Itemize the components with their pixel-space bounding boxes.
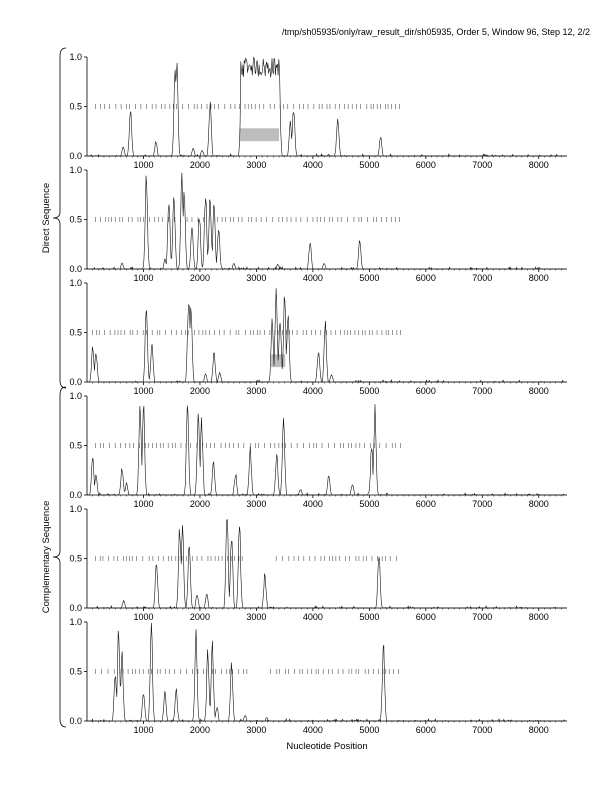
x-tick-label: 7000 bbox=[472, 386, 493, 396]
y-tick-label: 0.0 bbox=[69, 264, 82, 274]
group-brace bbox=[53, 387, 66, 727]
y-tick-label: 0.5 bbox=[69, 327, 82, 338]
x-tick-label: 2000 bbox=[189, 725, 210, 735]
x-tick-label: 2000 bbox=[189, 386, 210, 396]
shaded-region bbox=[239, 128, 279, 141]
x-tick-label: 5000 bbox=[359, 612, 380, 622]
x-tick-label: 5000 bbox=[359, 386, 380, 396]
x-tick-label: 2000 bbox=[189, 273, 210, 283]
x-tick-label: 5000 bbox=[359, 499, 380, 509]
x-tick-label: 8000 bbox=[528, 386, 549, 396]
x-tick-label: 3000 bbox=[246, 273, 267, 283]
x-tick-label: 7000 bbox=[472, 725, 493, 735]
group-label: Complementary Sequence bbox=[41, 500, 52, 614]
y-tick-label: 0.0 bbox=[69, 377, 82, 387]
x-tick-label: 7000 bbox=[472, 160, 493, 170]
x-tick-label: 1000 bbox=[133, 273, 154, 283]
x-tick-label: 8000 bbox=[528, 160, 549, 170]
signal-line bbox=[87, 519, 567, 608]
y-tick-label: 0.5 bbox=[69, 666, 82, 677]
x-tick-label: 6000 bbox=[415, 160, 436, 170]
x-tick-label: 3000 bbox=[246, 725, 267, 735]
x-tick-label: 1000 bbox=[133, 160, 154, 170]
x-tick-label: 6000 bbox=[415, 499, 436, 509]
y-tick-label: 0.5 bbox=[69, 553, 82, 564]
x-tick-label: 3000 bbox=[246, 612, 267, 622]
signal-line bbox=[87, 288, 567, 382]
x-tick-label: 2000 bbox=[189, 160, 210, 170]
x-tick-label: 4000 bbox=[302, 160, 323, 170]
x-tick-label: 2000 bbox=[189, 612, 210, 622]
group-label: Direct Sequence bbox=[41, 182, 52, 254]
group-brace bbox=[53, 48, 66, 388]
y-tick-label: 0.0 bbox=[69, 490, 82, 500]
y-tick-label: 1.0 bbox=[69, 391, 82, 401]
y-tick-label: 0.5 bbox=[69, 440, 82, 451]
x-tick-label: 1000 bbox=[133, 725, 154, 735]
x-tick-label: 1000 bbox=[133, 612, 154, 622]
x-tick-label: 6000 bbox=[415, 386, 436, 396]
y-tick-label: 0.0 bbox=[69, 603, 82, 613]
x-tick-label: 2000 bbox=[189, 499, 210, 509]
x-tick-label: 4000 bbox=[302, 725, 323, 735]
x-tick-label: 8000 bbox=[528, 273, 549, 283]
y-tick-label: 0.5 bbox=[69, 101, 82, 112]
x-tick-label: 8000 bbox=[528, 499, 549, 509]
y-tick-label: 1.0 bbox=[69, 165, 82, 175]
y-tick-label: 0.0 bbox=[69, 151, 82, 161]
x-tick-label: 8000 bbox=[528, 612, 549, 622]
y-tick-label: 1.0 bbox=[69, 617, 82, 627]
x-tick-label: 7000 bbox=[472, 273, 493, 283]
x-tick-label: 1000 bbox=[133, 386, 154, 396]
x-tick-label: 6000 bbox=[415, 725, 436, 735]
y-tick-label: 1.0 bbox=[69, 504, 82, 514]
x-tick-label: 6000 bbox=[415, 612, 436, 622]
x-tick-label: 8000 bbox=[528, 725, 549, 735]
y-tick-label: 0.5 bbox=[69, 214, 82, 225]
x-tick-label: 4000 bbox=[302, 612, 323, 622]
y-tick-label: 1.0 bbox=[69, 52, 82, 62]
signal-line bbox=[87, 404, 567, 495]
x-tick-label: 1000 bbox=[133, 499, 154, 509]
x-tick-label: 5000 bbox=[359, 725, 380, 735]
x-tick-label: 5000 bbox=[359, 273, 380, 283]
x-tick-label: 4000 bbox=[302, 499, 323, 509]
x-tick-label: 4000 bbox=[302, 273, 323, 283]
x-tick-label: 7000 bbox=[472, 499, 493, 509]
signal-line bbox=[87, 623, 567, 721]
x-tick-label: 5000 bbox=[359, 160, 380, 170]
x-tick-label: 7000 bbox=[472, 612, 493, 622]
x-tick-label: 3000 bbox=[246, 386, 267, 396]
x-tick-label: 3000 bbox=[246, 160, 267, 170]
plot-header: /tmp/sh05935/only/raw_result_dir/sh05935, Order 5, Window 96, Step 12, 2/2 bbox=[281, 27, 590, 37]
x-axis-label: Nucleotide Position bbox=[286, 741, 368, 752]
y-tick-label: 0.0 bbox=[69, 716, 82, 726]
x-tick-label: 3000 bbox=[246, 499, 267, 509]
y-tick-label: 1.0 bbox=[69, 278, 82, 288]
x-tick-label: 4000 bbox=[302, 386, 323, 396]
x-tick-label: 6000 bbox=[415, 273, 436, 283]
